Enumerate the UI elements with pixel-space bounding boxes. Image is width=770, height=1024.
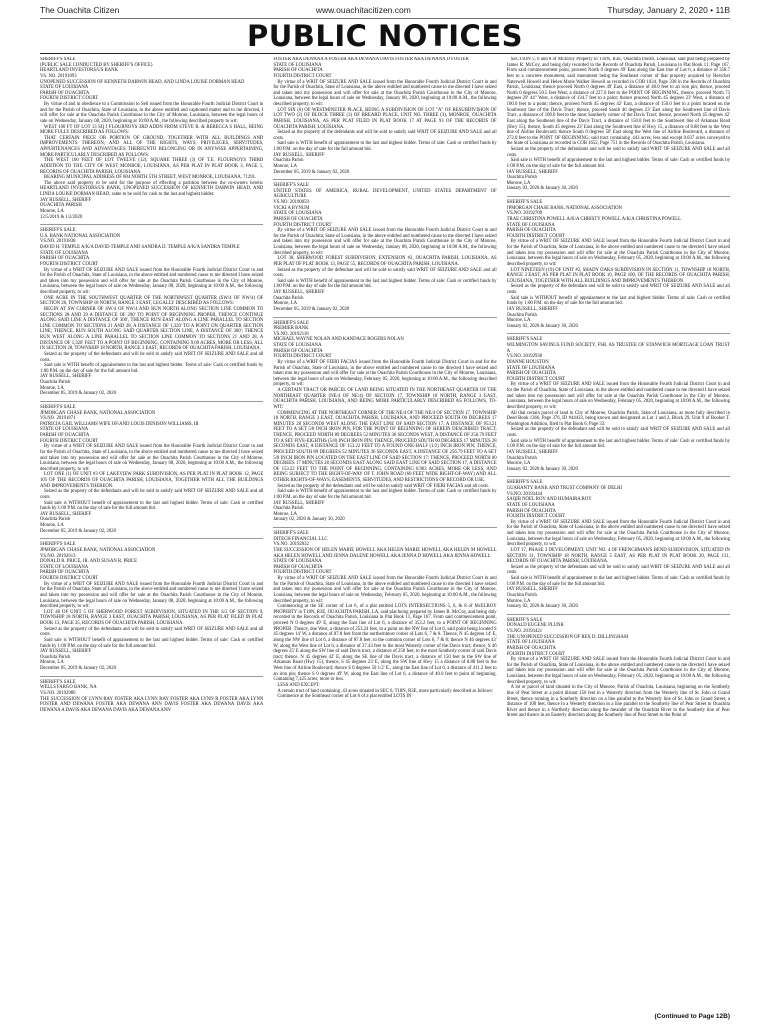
notice-body-paragraph: COMMENCING AT THE NORTHEAST CORNER OF THE NE/4 OF THE NE/4 OF SECTION 17, TOWNSHIP 18 NORTH, RANGE 3 EAST, OUACHITA PARISH, LOUISIANA, AND PROCEED SOUTH 00 DEGREES 17 MINUTES 28 SECONDS WEST ALONG THE EAST LINE OF SAID SECTION 17, A DISTANCE OF 953.21 FEET TO A SET 5/8 INCH IRON PIN, FOR THE POINT OF BEGINNING OF HEREIN DESCRIBED TRACT; THENCE, PROCEED NORTH 89 DEGREES 52 MINUTES 36 SECONDS WEST, A DISTANCE OF 256.79 FEET TO A SET FIVE-EIGHTHS (5/8) INCH IRON PIN; THENCE, PROCEED SOUTH 00 DEGREES 17 MINUTES 28 SECONDS EAST, A DISTANCE OF 153.22 FEET TO A FOUND ONE-HALF (1/2) INCH IRON PIN; THENCE, PROCEED SOUTH 89 DEGREES 52 MINUTES 36 SECONDS EAST, A DISTANCE OF 256.79 FEET TO A SET 5/8 INCH IRON PIN LOCATED ON THE EAST LINE OF SAID SECTION 17; THENCE, PROCEED NORTH 00 DEGREES 17 MINUTES 28 SECONDS EAST ALONG SAID EAST LINE OF SAID SECTION 17, A DISTANCE OF 153.22 FEET TO THE POINT OF BEGINNING, CONTAINING 0.903 ACRES, MORE OR LESS, AND BEING SUBJECT TO THE RIGHT-OF-WAY OF T. JOHN ROAD (60 FEET WIDE RIGHT-OF-WAY) AND ALL OTHER RIGHTS-OF-WAYS, EASEMENTS, SERVITUDES, AND RESTRICTIONS OF RECORD OR USE. [273,410,497,483]
notice-body-paragraph: Said sale is WITHOUT benefit of appraisement to the last and highest bidder. Terms of sale: Cash or certified funds by 1:00 P.M. on the day of sale for the full amount bid. [506,295,730,307]
notice-body-paragraph: LOT 48 OF UNIT 5 OF SHERWOOD FOREST SUBDIVISION, SITUATED IN THE S/2 OF SECTION 9, TOWNSHIP 18 NORTH, RANGE 3 EAST, OUACHITA PARISH, LOUISIANA, AS PER PLAT FILED IN PLAT BOOK 13, PAGE 35, RECORDS OF OUACHITA PARISH, LOUISIANA. [40,609,264,626]
column-1 [40,57,263,1005]
notice-signature-line: Monroe, LA [506,598,531,604]
notice-heading-line: PARISH OF OUACHITA [40,433,90,438]
notice-heading-line: STATE OF LOUISIANA [273,211,322,217]
section-title: PUBLIC NOTICES [40,19,730,54]
notice-body-paragraph: All that certain parcel of land in City of Monroe, Ouachita Parish, State of Louisiana, as more fully described in Deed Book 1366, Page 376, ID #44433, being known and designated as Lot 1 and 2, Block 29, Unit 9 of Booker T. Washington Addition, filed in Plat Book 6, Page 33. [506,410,730,427]
column-2 [273,57,496,1005]
notice-heading-line: FOURTH DISTRICT COURT [273,73,332,79]
notice-heading-line: VS.NO. 20192118 [273,331,309,337]
notice-heading-line: FOURTH DISTRICT COURT [40,96,99,102]
notice-signature-line: Ouachita Parish [40,380,71,385]
legal-notice [507,200,730,329]
legal-notice [273,531,496,700]
notice-heading-line: FOURTH DISTRICT COURT [506,376,565,382]
notice-heading-line: THE SUCCESSION OF HELEN MARIE HOWELL AKA HELEN MARIE HOWELL AKA HELEN M HOWELL AKA HELEN HOWELL AND JENNA DALENE HOWELL AKA JENNA D HOWELL AKA JENNA HOWELL [273,547,497,559]
notice-heading-line: VS.NO. 20192613 [40,553,76,559]
notice-signature-line: December 05, 2019 & January 02, 2020 [40,666,116,671]
notice-body-paragraph: LOT ONE (1) OF UNIT #3 OF LAKEVIEW PARK SUBDIVISION, AS PER PLAT IN PLAT BOOK 12, PAGE 105 OF THE RECORDS OF OUACHITA PARISH, LOUISIANA, TOGETHER WITH ALL THE BUILDINGS AND IMPROVEMENTS THEREON. [40,472,264,489]
notice-heading-line: PARISH OF OUACHITA [273,564,323,570]
notice-divider [273,179,496,180]
notice-heading-line: (PUBLIC SALE CONDUCTED BY SHERIFF'S OFFICE) [40,62,153,68]
notice-heading-line: SHERIFF'S SALE [506,200,543,205]
notice-signature-line: JAY RUSSELL, SHERIFF [40,511,92,517]
notice-body-paragraph: By virtue of a WRIT OF SEIZURE AND SALE issued from the Honorable Fourth Judicial District Court in and for the Parish of Ouachita, State of Louisiana, in the above entitled and numbered cause to me directed I have seized and taken into my possession and will offer for sale at the Ouachita Parish Courthouse in the City of Monroe, Louisiana, between the legal hours of sale on Wednesday, February 05, 2020, beginning at 10:00 A.M., the following described property, to wit: [273,576,497,604]
notice-divider [507,476,730,477]
notice-body-paragraph: By virtue of a WRIT OF FIERI FACIAS issued from the Honorable Fourth Judicial District Court in and for the Parish of Ouachita, State of Louisiana, in the above entitled and numbered cause to me directed I have seized and taken into my possession and will offer for sale at the Ouachita Parish Courthouse in the City of Monroe, Louisiana, between the legal hours of sale on Wednesday, February 05, 2020, beginning at 10:00 A.M., the following described property, to wit: [273,359,497,388]
notice-signature-line: Ouachita Parish [506,455,537,461]
notice-signature-line: Monroe, LA [506,318,531,324]
legal-notice [507,57,730,192]
legal-notice [40,405,263,534]
notice-signature-line: Monroe, LA [273,301,298,307]
notice-signature-line: Monroe, LA [506,461,531,467]
notice-signature-line: Ouachita Parish [40,517,71,523]
notice-heading-line: STATE OF LOUISIANA [273,343,322,348]
notice-signature-line: JAY RUSSELL, SHERIFF [273,152,325,158]
notice-signature-line: Monroe, LA [273,163,298,169]
notice-heading-line: PARISH OF OUACHITA [506,508,556,514]
notice-divider [40,538,263,539]
notice-body-paragraph: SECTION 5, 6 and 8 of McElroy Property in T18N, R3E, Ouachita Parish, Louisiana; said plat being prepared by James R. McCoy, and being duly recorded in the Records of Ouachita Parish, Louisiana in Plat Book 11, Page 167. From said commencement point, proceed North 0 degrees 49' East along the East line of Lot 6, a distance of 358.7 feet to a concrete monument, said monument being the Southeast corner of that property acquired by Herschel Naterwell Howell and Helen Marie Walker Howell as recorded in COB 1034, Page 338 in the Records of Ouachita Parish, Louisiana; thence proceed North 0 degrees 49' East, a distance of 40.0 feet to an iron pin; thence, proceed North 0 degrees 50.5 feet West, a distance of 227.6 feet to the POINT OF BEGINNING, thence, proceed North 73 degrees 29' 44" West, a distance of 134.7 feet to a point; thence proceed North 45 degrees 23' West, a distance of 100.0 feet to a point; thence, proceed North 45 degrees 42' East, a distance of 150.0 feet to a point located on the Southwest line of the Davis Tract; thence, proceed South 46 degrees 23' East along the Southwest line of Davis Tract, a distance of 100.0 feet to the most Southerly corner of the Davis Tract; thence, proceed North 45 degrees 42' East along the Southeast line of the Davis Tract, a distance of 150.0 feet to the Southwest line of Arkansas Road (Hwy 15); thence, South 45 degrees 23' East along the Southwest line of Hwy 15, a distance of 8.88 feet to the West line of Airline Boulevard; thence South 0 degrees 50' East along the West line of Airline Boulevard, a distance of 272.0 feet to the POINT OF BEGINNING; said tract containing .443 acres, less and except 0.037 acres conveyed to the State of Louisiana as recorded in COB 1652, Page 751 in the Records of Ouachita Parish, Louisiana. [506,57,730,147]
notice-body-paragraph: ONE ACRE IN THE SOUTHWEST QUARTER OF THE NORTHWEST QUARTER (SW/4 OF NW/4) OF SECTION 28, TOWNSHIP 18 NORTH, RANGE 3 EAST, LEGALLY DESCRIBED AS FOLLOWS: [40,295,264,307]
notice-signature-line: JAY RUSSELL, SHERIFF [506,587,558,593]
legal-notice [40,228,263,397]
notice-body-paragraph: Seized as the property of the defendant and will be sold to satisfy said WRIT OF SEIZURE AND SALE and all costs. [506,427,730,438]
notice-body-paragraph: Said sale is WITH benefit of appraisement to the last and highest bidder. Terms of sale: Cash or certified funds by 1:00 P.M. on the day of sale for the full amount bid. [506,438,730,450]
notice-heading-line: DONALD R. PRICE, JR. AND SUSAN R. PRICE [40,559,137,565]
notice-signature-line: JAY RUSSELL, SHERIFF [40,649,92,655]
notice-body-paragraph: Seized as the property of the defendants and will be sold to satisfy said WRIT OF SEIZURE AND SALE and all costs. [506,147,730,158]
notice-signature-line: January 02, 2020 & January 30, 2020 [506,323,578,329]
notice-heading-line: THE SUCCESSION OF LYNN RAY FOSTER AKA LYNN RAY FOSTER AKA LYNN R FOSTER AKA LYNN FOSTER AND DEWANA FOSTER AKA DEWANA ANN DAVIS FOSTER AKA DEWANA DAVIS AKA DEWANA A DAVIS AKA DEWANA DAVIS AKA DEWANA ANN [40,696,264,713]
notice-body-paragraph: WEST 100 FT OF LOT 13 SQ J FLOURNOYS 3RD ADDN FROM STEVE R. & REBECCA S HALL, BEING MORE FULLY DESCRIBED AS FOLLOWS: [40,124,264,136]
notice-heading-line: PARISH OF OUACHITA [506,371,556,377]
notice-body-paragraph: Seized as the property of the defendants and will be sold to satisfy said WRIT OF SEIZURE AND SALE and all costs. [40,626,264,638]
notice-signature-line: Monroe, LA [40,385,64,391]
notice-heading-line: SHERIFF'S SALE [273,320,309,326]
paper-url: www.ouachitacitizen.com [315,5,411,15]
continued-notice: (Continued to Page 12B) [654,1013,730,1020]
notice-body-paragraph: LESS AND EXCEPT: [277,682,320,688]
notice-heading-line: DONALD EUGENE PLUNK [506,623,564,629]
notice-heading-line: SAQIB NOEL ROY AND HUMAIRA ROY [506,497,592,503]
notice-body-paragraph: A certain tract of land containing .43 acres situated in SEC 6, T18N, R3E, more particularly described as follows: [277,688,494,694]
notice-signature-line: January 02, 2020 & January 30, 2020 [506,604,578,610]
notice-signature-line: January 02, 2020 & January 30, 2020 [273,517,345,523]
notice-body-paragraph: Said sale is WITHOUT benefit of appraisement to the last and highest bidder. Terms of sale: Cash or certified funds by 1:00 P.M. on the day of sale for the full amount bid. [40,637,264,649]
notice-body-paragraph: Commencing at the SE corner of Lot 6, of a plat entitled LOTS INTERSECTIONS 5, 6, & 8 of McELROY PROPERTY in T18N, R3E, OUACHITA PARISH, LA, said plat being prepared by James R. McCoy, and being duly recorded in the Records of Ouachita Parish, Louisiana in Plat Book 11, Page 167. From said commencement point, proceed N 0 degrees 49' E, along the East line of Lot 6, a distance of 353.2 feet, to a POINT OF BEGINNING PROPER. Thence, due West, a distance of 253.24 feet, to a point on the NW line of Lot 6, said point being located S 45 degrees 14' W, a distance of 87.8 feet from the northernmost corner of Lots 6, 7 & 8. Thence, N 45 degrees 14' E, along the NW line of Lot 6, a distance of 87.8 feet, to the common corner of Lots 6, 7 & 8; thence N 46 degrees 43' W, along the West line of Lot 6, a distance of 27.43 feet to the most Westerly corner of the Davis tract; thence, S 46 degrees 25' E along the SW line of said Davis tract, a distance of 250 feet, to the most Southerly corner of said Davis tract; thence, N 45 degrees 42' E, along the SE line of the Davis tract, a distance of 150 feet to the SW line of Arkansas Road (Hwy 15); thence, S 45 degrees 23' E, along the SW line of Hwy 15 a distance of 8.88 feet to the West line of Airline Boulevard; thence S 0 degrees 50 1/2' E., along the East line of Lot 6, a distance of 411.2 feet to an iron pin; thence S 0 degrees 49' W, along the East line of Lot 6, a distance of 40.0 feet to point of beginning. Containing 7,425 acres, more or less. [273,604,497,683]
notice-signature-line: JAY RUSSELL, SHERIFF [273,500,325,506]
notice-body-paragraph: The above said property to be sold for the purpose of effecting a partition between the co-owners herein: HEARTLAND INVESTORS/US BANK, UNOPENED SUCCESSION OF KENNETH DARWIN HEAD, AND LINDA LOUISE DORMAN HEAD, same to be sold for cash to the last and highest bidder. [40,180,264,197]
paper-name: The Ouachita Citizen [40,5,120,15]
notice-signature-line: Ouachita Parish [506,175,537,181]
notice-body-paragraph: Said sale is WITHOUT benefit of appraisement to the last and highest bidder. Terms of sale: Cash or certified funds by 1:00 P.M. on the day of sale for the full amount bid. [40,500,264,512]
notice-heading-line: JPMORGAN CHASE BANK, NATIONAL ASSOCIATION [40,547,156,553]
notice-heading-line: PARISH OF OUACHITA [40,90,90,96]
notice-heading-line: DITECH FINANCIAL LLC [273,536,328,542]
notice-heading-line: SHERIFF'S SALE [506,480,543,486]
notice-body-paragraph: By virtue of a WRIT OF SEIZURE AND SALE issued from the Honorable Fourth Judicial District Court in and for the Parish of Ouachita, State of Louisiana, in the above entitled and numbered cause to me directed I have seized and taken into my possession and will offer for sale at the Ouachita Parish Courthouse in the City of Monroe, Louisiana, between the legal hours of sale on Wednesday, February 05, 2020, beginning at 10:00 A.M., the following described property, to wit: [506,382,730,410]
notice-heading-line: VS.NO. 20192980 [40,690,76,696]
notice-heading-line: STATE OF LOUISIANA [506,222,555,228]
notice-divider [40,401,263,402]
notice-heading-line: SHERIFF'S SALE [40,57,76,62]
notice-signature-line: 12/5/2019 & 1/2/2020 [40,214,83,220]
notice-heading-line: STATE OF LOUISIANA [40,564,89,570]
notice-heading-line: TRAE CHRISTINA POWELL A/K/A CHRISTY POWELL A/K/A CHRISTINA POWELL [506,216,682,222]
notice-heading-line: VS.NO. 20193444 [506,491,543,497]
notice-heading-line: SHERIFF'S SALE [273,531,309,536]
notice-body-paragraph: Seized as the property of the defendants and will be sold to satisfy said WRIT OF SEIZURE AND SALE and all costs. [40,351,264,363]
notice-heading-line: SHERIFF'S SALE [40,228,76,234]
notice-body-paragraph: LOT NINETEEN (19) OF UNIT #2, SHADY OAKS SUBDIVISION IN SECTION 11, TOWNSHIP 18 NORTH, RANGE 3 EAST, AS PER PLAT IN PLAT BOOK 10, PAGE 100, OF THE RECORDS OF OUACHITA PARISH, LOUISIANA, TOGETHER WITH ALL BUILDINGS AND IMPROVEMENTS THEREON. [506,267,730,284]
notice-divider [507,614,730,615]
notice-body-paragraph: Said sale is WITH benefit of appraisement to the last and highest bidder. Terms of sale: Cash or certified funds by 1:00 P.M. on the day of sale for the full amount bid. [506,576,730,587]
legal-notice [40,680,263,714]
notice-divider [507,333,730,334]
notice-signature-line: December 05, 2019 & January 02, 2020 [273,306,350,312]
notice-body-paragraph: THAT CERTAIN PIECE OR PORTION OF GROUND, TOGETHER WITH ALL BUILDINGS AND IMPROVEMENTS THEREON, AND ALL OF THE RIGHTS, WAYS, PRIVILEGES, SERVITUDES, APPURTENANCES AND ADVANTAGES THEREUNTO BELONGING OR IN ANYWISE APPERTAINING, MORE PARTICULARLY DESCRIBED AS FOLLOWS: [40,135,264,158]
notice-body-paragraph: By virtue of a WRIT OF SEIZURE AND SALE issued from the Honorable Fourth Judicial District Court in and for the Parish of Ouachita, State of Louisiana, in the above entitled and numbered cause to me directed I have seized and taken into my possession and will offer for sale at the Ouachita Parish Courthouse in the City of Monroe, Louisiana, between the legal hours of sale on Wednesday, January 08, 2020, beginning at 10:00 A.M., the following described property, to wit: [40,581,264,610]
legal-notice [273,57,496,175]
notice-divider [273,317,496,318]
notice-body-paragraph: By virtue of a WRIT OF SEIZURE AND SALE issued from the Honorable Fourth Judicial District Court in and for the Parish of Ouachita, State of Louisiana, in the above entitled and numbered cause to me directed I have seized and taken into my possession and will offer for sale at the Ouachita Parish Courthouse in the City of Monroe, Louisiana, between the legal hours of sale on Wednesday, February 05, 2020, beginning at 10:00 A.M., the following described property, to wit: [506,239,730,267]
notice-heading-line: VS.NO. 20191838 [40,239,76,245]
notice-signature-line: JAY RUSSELL, SHERIFF [506,169,558,175]
notice-signature-line: OUACHITA PARISH [40,203,82,209]
notice-heading-line: THE UNOPENED SUCCESSION OF REX D. DILLINGHAM [506,634,629,640]
notice-body-paragraph: LOT 17, PHASE 3 DEVELOPMENT, UNIT NO. 4 OF FRENCHMAN'S BEND SUBDIVISION, SITUATED IN SECTION 31, TOWNSHIP 18 NORTH, RANGE 5 EAST, AS PER PLAT IN PLAT BOOK 20, PAGE 131, RECORDS OF OUACHITA PARISH, LOUISIANA. [506,547,730,565]
notice-signature-line: JAY RUSSELL, SHERIFF [506,449,558,455]
notice-body-paragraph: THE WEST 100 FEET OF LOT TWELVE (12), SQUARE THREE (J) OF T.E. FLOURNOYS THIRD ADDITION TO THE CITY OF WEST MONROE, LOUISIANA, AS PER PLAT IN PLAT BOOK 3, PAGE 1, RECORDS OF OUACHITA PARISH, LOUISIANA. [40,158,264,175]
notice-body-paragraph: By virtue of a WRIT OF SEIZURE AND SALE issued from the Honorable Fourth Judicial District Court in and for the Parish of Ouachita, State of Louisiana, in the above entitled and numbered cause to me directed I have seized and taken into my possession and will offer for sale at the Ouachita Parish Courthouse in the City of Monroe, Louisiana, between the legal hours of sale on Wednesday, February 05, 2020, beginning at 10:00 A.M., the following described property, to wit: [506,657,730,685]
notice-heading-line: STATE OF LOUISIANA [40,250,89,256]
notice-body-paragraph: BEARING MUNICIPAL ADDRESS OF 804 NORTH 5TH STREET, WEST MONROE, LOUISIANA, 71291. [44,175,257,181]
notice-body-paragraph: A CERTAIN TRACT OR PARCEL OF LAND BEING SITUATED IN THE NORTHEAST QUARTER OF THE NORTHEAST QUARTER (NE/4 OF NE/4) OF SECTION 17, TOWNSHIP 18 NORTH, RANGE 3 EAST, OUACHITA PARISH, LOUISIANA, AND BEING MORE PARTICULARLY DESCRIBED AS FOLLOWS, TO-WIT: [273,388,497,410]
notice-signature-line: Ouachita Parish [506,312,537,318]
notice-body-paragraph: Said sale is WITH benefit of appraisement to the last and highest bidder. Terms of sale: Cash or certified funds by 1:00 P.M. on the day of sale for the full amount bid. [273,489,497,500]
notice-heading-line: VS.NO. 20192930 [506,354,543,360]
notice-heading-line: FOURTH DISTRICT COURT [506,651,565,657]
notice-signature-line: January 02, 2020 & January 30, 2020 [506,466,578,472]
notice-heading-line: FOSTER AKA DEWANA A FOSTER AKA DEWANA DAVIS FOSTER AKA DEWANA D FOSTER [273,57,469,62]
notice-heading-line: PREMIER BANK [273,326,309,332]
legal-notice [507,337,730,472]
notice-body-paragraph: Said sale is WITH benefit of appraisement to the last and highest bidder. Terms of sale: Cash or certified funds by 1:00 P.M. on the day of sale for the full amount bid. [273,278,497,290]
notice-heading-line: PARISH OF OUACHITA [273,348,323,354]
notice-heading-line: SHERIFF'S SALE [273,183,309,189]
notice-heading-line: SHERIFF'S SALE [506,617,543,623]
notice-body-paragraph: By virtue of a WRIT OF SEIZURE AND SALE issued from the Honorable Fourth Judicial District Court in and for the Parish of Ouachita, State of Louisiana, in the above entitled and numbered cause to me directed I have seized and taken into my possession and will offer for sale at the Ouachita Parish Courthouse in the City of Monroe, Louisiana, between the legal hours of sale on Wednesday, January 08, 2020, beginning at 10:00 A.M., the following described property, to wit: [273,79,497,107]
legal-notice [273,321,496,524]
notice-signature-line: December 05, 2019 & January 02, 2020 [40,391,116,397]
notice-body-paragraph: A lot or parcel of land situated in the City of Monroe, Parish of Ouachita, Louisiana, beginning on the Southerly line of Pear Street at a point distant 150 feet in a Westerly direction from the Westerly line of St. John or Grand Street, thence running in a Southerly direction on a line parallel to the Westerly line of St. John or Grand Street, a distance of 100 feet, thence in a Westerly direction in a line parallel to the Southerly line of Pear Street to Ouachita River and thence in a Northerly direction along the meander of the Ouachita River to the Southerly line of Pear Street and thence in an Easterly direction along the Southerly line of Pear Street to the Point of [506,685,730,719]
notice-body-paragraph: Seized as the property of the defendants and will be sold to satisfy said WRIT OF SEIZURE AND SALE and all costs. [506,564,730,576]
notice-heading-line: VS. NO. 20191093 [40,73,77,79]
notice-signature-line: January 02, 2020 & January 30, 2020 [506,186,578,192]
notice-signature-line: Ouachita Parish [506,592,537,598]
notice-heading-line: JPMORGAN CHASE BANK, NATIONAL ASSOCIATION [506,205,622,211]
notice-body-paragraph: Seized as the property of the defendant and will be sold to satisfy said WRIT OF SEIZURE AND SALE and all costs. [273,267,497,279]
legal-notice [507,618,730,719]
notice-signature-line: JAY RUSSELL, SHERIFF [40,374,92,380]
notice-signature-line: Ouachita Parish [273,506,304,512]
notice-heading-line: DAVID H. TEMPLE A/K/A DAVID TEMPLE AND SANDRA D. TEMPLE A/K/A SANDRA TEMPLE [40,245,240,250]
notice-divider [40,224,263,225]
notice-heading-line: HEARTLAND INVESTORS/US BANK [40,68,119,74]
notice-heading-line: STATE OF LOUISIANA [40,427,89,433]
notice-heading-line: FOURTH DISTRICT COURT [40,438,99,444]
notice-body-paragraph: Seized as the property of the defendant and will be sold to satisfy said WRIT OF SEIZURE AND SALE and all costs. [506,284,730,295]
notice-heading-line: SHERIFF'S SALE [506,337,543,343]
notice-heading-line: UNITED STATES OF AMERICA, RURAL DEVELOPMENT, UNITED STATES DEPARTMENT OF AGRICULTURE [273,188,497,200]
notice-heading-line: SHERIFF'S SALE [40,404,76,410]
notice-body-paragraph: Seized as the property of the defendants and will be sold to satisfy said WRIT OF FIERI FACIAS and all costs. [277,483,490,489]
notice-heading-line: SHERIFF'S SALE [40,542,76,548]
notice-heading-line: UNOPENED SUCCESSION OF KENNETH DARWIN HEAD, AND LINDA LOUISE DORMAN HEAD [40,79,245,85]
notice-heading-line: VS.NO. 20192032 [273,542,309,548]
notice-heading-line: PARISH OF OUACHITA [40,570,90,576]
notice-heading-line: STATE OF LOUISIANA [506,640,555,646]
notice-heading-line: JPMORGAN CHASE BANK, NATIONAL ASSOCIATION [40,410,156,416]
notice-heading-line: MICHAEL WAYNE NOLAN AND KANDACE ROGERS NOLAN [273,337,404,343]
legal-notice [273,183,496,312]
notice-body-paragraph: By virtue of a WRIT OF SEIZURE AND SALE issued from the Honorable Fourth Judicial District Court in and for the Parish of Ouachita, State of Louisiana, in the above entitled and numbered cause to me directed I have seized and taken into my possession and will offer for sale at the Ouachita Parish Courthouse in the City of Monroe, Louisiana, between the legal hours of sale on Wednesday, January 08, 2020, beginning at 10:00 A.M., the following described property, to wit: [40,444,264,472]
legal-notice [40,57,263,220]
notice-columns [40,57,730,1005]
notice-body-paragraph: Seized as the property of the defendants and will be sold to satisfy said WRIT OF SEIZURE AND SALE and all costs. [40,489,264,500]
page-header [40,0,730,19]
notice-heading-line: STATE OF LOUISIANA [506,365,555,371]
notice-heading-line: VS.NO. 20193421 [506,629,543,634]
notice-signature-line: Monroe, LA [40,208,64,214]
notice-heading-line: STATE OF LOUISIANA [273,559,322,565]
notice-heading-line: WILMINGTON SAVINGS FUND SOCIETY, FSB, AS TRUSTEE OF STANWICH MORTGAGE LOAN TRUST A [506,343,730,354]
notice-heading-line: PARISH OF OUACHITA [506,228,556,234]
notice-heading-line: GUARANTY BANK AND TRUST COMPANY OF DELHI [506,486,623,491]
notice-heading-line: SHERIFF'S SALE [40,679,76,685]
notice-body-paragraph: BEGIN AT SW CORNER OF SW/4 OF NW/4 AND RUN NORTH ALONG SECTION LINE COMMON TO SECTIONS 28 AND 29 A DISTANCE OF 290' TO POINT OF BEGINNING PROPER, THENCE CONTINUE ALONG SAID LINE A DISTANCE OF 300', THENCE RUN EAST ALONG A LINE PARALLEL TO SECTION LINE COMMON TO SECTIONS 21 AND 28, A DISTANCE OF 1,320' TO A POINT ON QUARTER SECTION LINE; THENCE, RUN SOUTH ALONG SAID QUARTER SECTION LINE, A DISTANCE OF 300'; THENCE RUN WEST ALONG A LINE PARALLEL TO SECTION LINE COMMON TO SECTIONS 21 AND 28, A DISTANCE OF 1,320' FEET TO A POINT OF BEGINNING, CONTAINING 9.09 ACRES, MORE OR LESS, ALL IN SECTION 28, TOWNSHIP 18 NORTH, RANGE 3 EAST, RECORDS OF OUACHITA PARISH, LOUISIANA. [40,306,264,352]
notice-signature-line: Ouachita Parish [40,654,71,660]
notice-heading-line: VICKI A BYNUM [273,205,310,211]
notice-heading-line: FOURTH DISTRICT COURT [273,354,332,360]
notice-signature-line: Ouachita Parish [273,295,304,301]
notice-divider [273,527,496,528]
notice-heading-line: FOURTH DISTRICT COURT [40,261,99,267]
notice-body-paragraph: By virtue of a WRIT OF SEIZURE AND SALE issued from the Honorable Fourth Judicial District Court in and for the Parish of Ouachita, State of Louisiana, in the above entitled and numbered cause to me directed I have seized and taken into my possession and will offer for sale at the Ouachita Parish Courthouse in the City of Monroe, Louisiana, between the legal hours of sale on Wednesday, February 05, 2020, beginning at 10:00 A.M., the following described property, to wit: [506,519,730,548]
notice-heading-line: VS.NO. 20190059 [273,200,309,205]
notice-heading-line: STATE OF LOUISIANA [273,62,322,68]
notice-signature-line: JAY RUSSELL, SHERIFF [40,197,92,203]
column-3 [507,57,730,1005]
issue-date-page: Thursday, January 2, 2020 • 11B [607,5,730,15]
notice-body-paragraph: Said sale is WITH benefit of appraisement to the last and highest bidder. Terms of sale: Cash or certified funds by 1:00 P.M. on the day of sale for the full amount bid. [273,141,497,152]
notice-heading-line: PARISH OF OUACHITA [40,256,90,262]
notice-signature-line: Monroe, LA [40,660,64,666]
notice-heading-line: VS.NO. 20191871 [40,416,76,422]
notice-heading-line: FOURTH DISTRICT COURT [273,222,332,228]
notice-divider [40,676,263,677]
notice-body-paragraph: Said sale is WITH benefit of appraisement to the last and highest bidder. Terms of sale: Cash or certified funds by 1:00 P.M. on the day of sale for the full amount bid. [506,158,730,169]
notice-heading-line: FOURTH DISTRICT COURT [506,233,565,239]
notice-heading-line: WELLS FARGO BANK, NA [40,685,97,691]
notice-signature-line: Monroe, LA [273,511,298,517]
notice-divider [507,196,730,197]
notice-heading-line: PARISH OF OUACHITA [273,216,323,222]
notice-body-paragraph: LOT 38, SHERWOOD FOREST SUBDIVISION, EXTENSION #2, OUACHITA PARISH, LOUISIANA, AS PER PLAT OF PLAT BOOK 13, PAGE 55, RECORDS OF OUACHITA PARISH, LOUISIANA. [273,256,497,267]
notice-heading-line: FOURTH DISTRICT COURT [506,514,565,520]
notice-heading-line: PARISH OF OUACHITA [273,68,323,74]
notice-body-paragraph: LOT SIX (6) OF WESTMINSTER PLACE, BEING A SUBDIVISION OF LOT "A" OF RESUBDIVISION OF LOT TWO (2) OF BLOCK THREE (3) OF BREARD PLACE, UNIT NO. THREE (3), MONROE, OUACHITA PARISH, LOUISIANA, AS PER PLAT FILED IN PLAT BOOK 17 AT PAGE 93 OF THE RECORDS OF OUACHITA PARISH, LOUISIANA. [273,107,497,130]
notice-body-paragraph: By virtue of a WRIT OF SEIZURE AND SALE issued from the Honorable Fourth Judicial District Court in and for the Parish of Ouachita, State of Louisiana, in the above entitled and numbered cause to me directed I have seized and taken into my possession and will offer for sale at the Ouachita Parish Courthouse in the City of Monroe, Louisiana, between the legal hours of sale on Wednesday, January 08, 2020, beginning at 10:00 A.M., the following described property, to wit: [273,228,497,256]
notice-heading-line: PARISH OF OUACHITA [506,645,556,651]
notice-body-paragraph: By virtue of and in obedience to a Commission to Sell issued from the Honorable Fourth Judicial District Court in and for the Parish of Ouachita, State of Louisiana, in the above entitled and captioned matter and to me directed, I will offer for sale at the Ouachita Parish Courthouse in the City of Monroe, Louisiana, between the legal hours of sale on Wednesday, January 08, 2020, beginning at 10:00 A.M., the following described property to wit: [40,102,264,124]
notice-signature-line: December 05, 2019 & January 02, 2020 [40,528,116,534]
notice-body-paragraph: Said sale is WITH benefit of appraisement to the last and highest bidder. Terms of sale: Cash or certified funds by 1:00 P.M. on the day of sale for the full amount bid. [40,363,264,374]
notice-heading-line: VS.NO. 20192709 [506,211,543,217]
notice-heading-line: STATE OF LOUISIANA [40,85,89,91]
notice-heading-line: FOURTH DISTRICT COURT [273,570,332,576]
notice-signature-line: JAY RUSSELL, SHERIFF [273,290,325,295]
notice-signature-line: December 05, 2019 & January 02, 2020 [273,169,350,175]
notice-heading-line: DIANNE HOUSTON [506,359,549,365]
notice-heading-line: FOURTH DISTRICT COURT [40,576,99,581]
notice-signature-line: Monroe, LA [40,523,64,528]
notice-signature-line: Monroe, LA [506,180,531,186]
notice-heading-line: STATE OF LOUISIANA [506,502,555,508]
legal-notice [40,542,263,671]
notice-signature-line: Ouachita Parish [273,158,304,164]
notice-body-paragraph: By virtue of a WRIT OF SEIZURE AND SALE issued from the Honorable Fourth Judicial District Court in and for the Parish of Ouachita, State of Louisiana, in the above entitled and numbered cause to me directed I have seized and taken into my possession and will offer for sale at the Ouachita Parish Courthouse in the City of Monroe, Louisiana, between the legal hours of sale on Wednesday, January 08, 2020, beginning at 10:00 A.M., the following described property, to wit: [40,267,264,295]
legal-notice [507,480,730,609]
notice-body-paragraph: Seized as the property of the defendants and will be sold to satisfy said WRIT OF SEIZURE AND SALE and all costs. [273,130,497,141]
notice-heading-line: U.S. BANK NATIONAL ASSOCIATION [40,233,121,239]
notice-heading-line: PATRICIA GAIL WILLIAMS WIFE OF/AND LOUIS DENISON WILLIAMS, III [40,421,199,427]
notice-signature-line: JAY RUSSELL, SHERIFF [506,306,558,312]
notice-body-paragraph: Commence at the Southeast corner of Lot 6 of a plat entitled LOTS IN [277,694,412,700]
